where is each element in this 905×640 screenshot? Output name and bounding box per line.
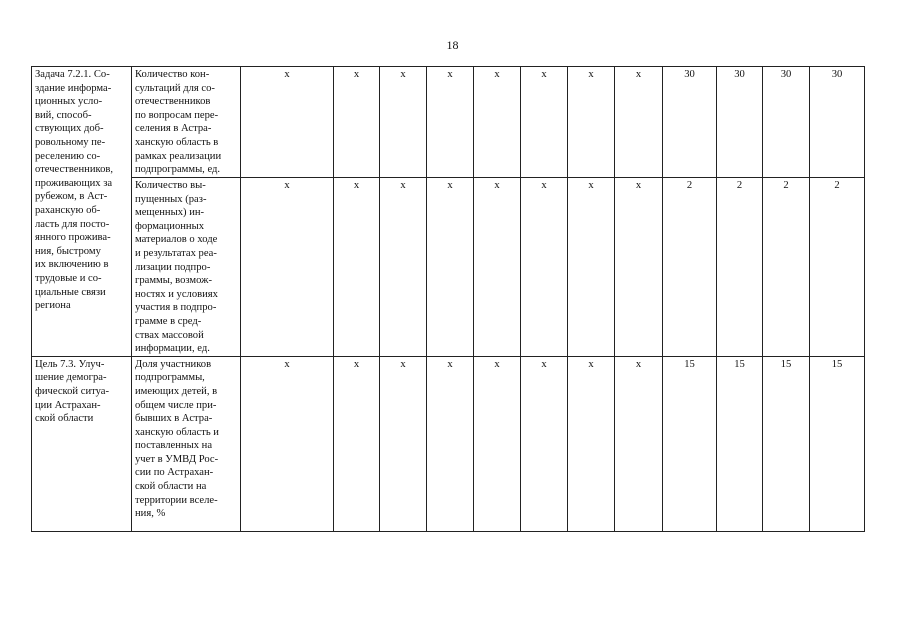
value-cell: x	[615, 356, 663, 531]
indicator-line: мещенных) ин-	[135, 207, 205, 219]
indicator-line: подпрограммы,	[135, 372, 205, 384]
value-cell: x	[427, 356, 474, 531]
task-line: их включению в	[35, 259, 109, 271]
task-line: Задача 7.2.1. Со-	[35, 69, 110, 80]
indicator-line: Количество вы-	[135, 180, 206, 191]
value-cell: 15	[717, 356, 763, 531]
indicator-line: информации, ед.	[135, 343, 210, 355]
indicator-line: бывших в Астра-	[135, 413, 213, 425]
task-line: ской области	[35, 413, 94, 425]
value-cell: 2	[663, 178, 717, 357]
value-cell: x	[615, 67, 663, 178]
indicator-line: общем числе при-	[135, 399, 217, 411]
task-line: Цель 7.3. Улуч-	[35, 358, 105, 370]
value-cell: x	[521, 67, 568, 178]
indicator-line: сии по Астрахан-	[135, 467, 214, 479]
task-line: реселению со-	[35, 150, 101, 162]
indicator-cell	[132, 356, 241, 531]
task-line: ровольному пе-	[35, 136, 106, 148]
value-cell: x	[241, 67, 334, 178]
indicators-table	[31, 66, 865, 532]
value-cell: 30	[717, 67, 763, 178]
task-line: ции Астрахан-	[35, 399, 101, 411]
indicator-line: материалов о ходе	[135, 234, 218, 246]
task-line: отечественников,	[35, 164, 114, 176]
value-cell: 15	[810, 356, 865, 531]
value-cell: x	[521, 178, 568, 357]
value-cell: x	[241, 356, 334, 531]
task-line: трудовые и со-	[35, 272, 102, 284]
indicator-line: пущенных (раз-	[135, 193, 207, 205]
indicator-line: рамках реализации	[135, 150, 222, 162]
task-line: проживающих за	[35, 177, 113, 189]
task-line: фической ситуа-	[35, 385, 110, 397]
task-line: раханскую об-	[35, 204, 101, 216]
indicator-line: ханскую область и	[135, 426, 219, 438]
value-cell: 15	[763, 356, 810, 531]
indicator-line: отечественников	[135, 96, 211, 108]
indicator-line: Доля участников	[135, 358, 212, 370]
value-cell: x	[334, 356, 380, 531]
table-row	[32, 356, 865, 531]
task-line: янного прожива-	[35, 232, 111, 244]
indicator-line: сультаций для со-	[135, 82, 215, 94]
indicator-line: граммы, возмож-	[135, 275, 213, 287]
page-number: 18	[446, 38, 459, 52]
value-cell: 30	[810, 67, 865, 178]
value-cell: x	[334, 178, 380, 357]
value-cell: 30	[663, 67, 717, 178]
indicator-line: участия в подпро-	[135, 302, 217, 314]
value-cell: x	[427, 67, 474, 178]
value-cell: x	[568, 356, 615, 531]
indicator-line: по вопросам пере-	[135, 109, 219, 121]
indicator-line: ханскую область в	[135, 136, 219, 148]
task-line: региона	[35, 300, 71, 312]
value-cell: x	[474, 178, 521, 357]
task-cell	[32, 67, 132, 357]
task-line: ционных усло-	[35, 96, 103, 108]
value-cell: x	[241, 178, 334, 357]
indicator-line: формационных	[135, 220, 205, 232]
indicator-line: поставленных на	[135, 440, 213, 452]
indicator-line: территории вселе-	[135, 494, 218, 506]
task-line: рубежом, в Аст-	[35, 191, 108, 203]
indicator-line: учет в УМВД Рос-	[135, 453, 219, 465]
indicator-line: и результатах реа-	[135, 247, 217, 259]
indicator-cell	[132, 178, 241, 357]
indicator-line: ствах массовой	[135, 329, 204, 341]
value-cell: 15	[663, 356, 717, 531]
value-cell: x	[474, 67, 521, 178]
indicator-line: грамме в сред-	[135, 315, 202, 327]
task-line: вий, способ-	[35, 109, 92, 121]
value-cell: 2	[763, 178, 810, 357]
task-line: ствующих доб-	[35, 123, 104, 135]
indicator-line: ской области на	[135, 481, 207, 493]
task-line: ласть для посто-	[35, 218, 110, 230]
indicator-cell	[132, 67, 241, 178]
value-cell: x	[474, 356, 521, 531]
indicator-line: подпрограммы, ед.	[135, 164, 221, 176]
indicator-line: имеющих детей, в	[135, 385, 218, 397]
task-line: ния, быстрому	[35, 245, 101, 257]
table-row	[32, 178, 865, 357]
value-cell: 2	[717, 178, 763, 357]
indicator-line: ностях и условиях	[135, 288, 218, 300]
table-body	[32, 67, 865, 532]
task-line: шение демогра-	[35, 372, 107, 384]
value-cell: x	[521, 356, 568, 531]
indicator-line: лизации подпро-	[135, 261, 211, 273]
table-row	[32, 67, 865, 178]
indicator-line: Количество кон-	[135, 69, 210, 80]
indicator-line: селения в Астра-	[135, 123, 212, 135]
task-cell	[32, 356, 132, 531]
value-cell: x	[615, 178, 663, 357]
indicator-line: ния, %	[135, 508, 166, 520]
value-cell: x	[380, 356, 427, 531]
value-cell: x	[334, 67, 380, 178]
value-cell: 30	[763, 67, 810, 178]
value-cell: x	[427, 178, 474, 357]
value-cell: x	[568, 178, 615, 357]
task-line: циальные связи	[35, 286, 106, 298]
task-line: здание информа-	[35, 82, 112, 94]
value-cell: 2	[810, 178, 865, 357]
value-cell: x	[380, 67, 427, 178]
value-cell: x	[568, 67, 615, 178]
value-cell: x	[380, 178, 427, 357]
